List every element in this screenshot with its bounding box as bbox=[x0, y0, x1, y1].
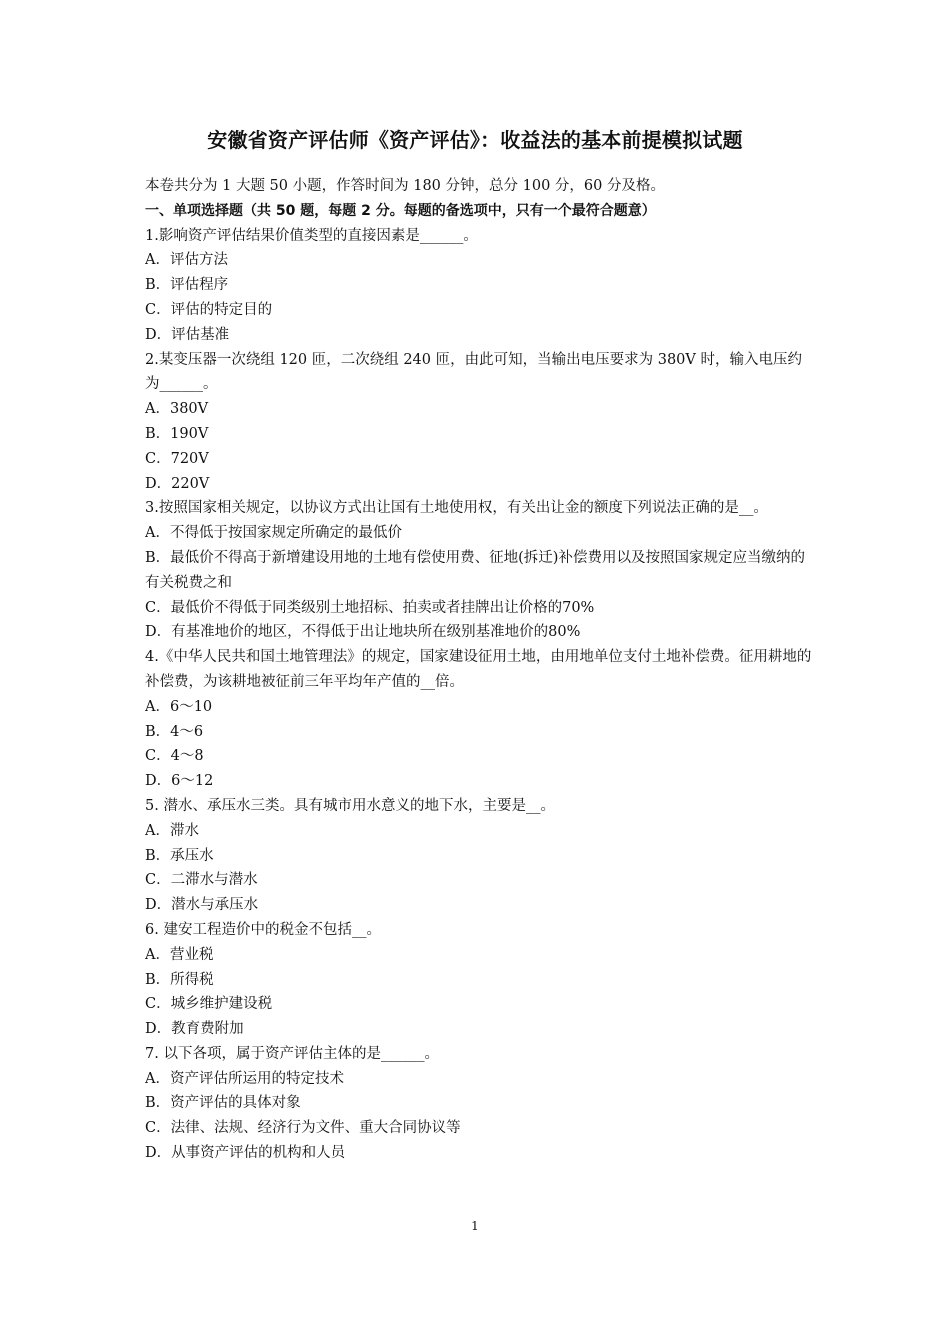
option-a: A．评估方法 bbox=[145, 252, 228, 269]
exam-intro: 本卷共分为 1 大题 50 小题，作答时间为 180 分钟，总分 100 分，60 分及格。 bbox=[145, 178, 665, 194]
question-stem: 2.某变压器一次绕组 120 匝，二次绕组 240 匝，由此可知，当输出电压要求为 380V 时，输入电压约为______。 bbox=[145, 351, 802, 393]
option-c: C．720V bbox=[145, 450, 209, 467]
option-c: C．城乡维护建设税 bbox=[145, 996, 273, 1013]
option-d: D．从事资产评估的机构和人员 bbox=[145, 1145, 346, 1162]
question-5 bbox=[145, 794, 815, 918]
option-d: D．220V bbox=[145, 475, 210, 492]
question-7 bbox=[145, 1042, 815, 1166]
question-stem: 4.《中华人民共和国土地管理法》的规定，国家建设征用土地，由用地单位支付土地补偿费。征用耕地的补偿费，为该耕地被征前三年平均年产值的__倍。 bbox=[145, 649, 812, 690]
question-2 bbox=[145, 348, 815, 497]
question-stem: 3.按照国家相关规定，以协议方式出让国有土地使用权，有关出让金的额度下列说法正确的是__。 bbox=[145, 500, 768, 517]
question-stem: 5. 潜水、承压水三类。具有城市用水意义的地下水，主要是__。 bbox=[145, 797, 555, 814]
option-c: C．最低价不得低于同类级别土地招标、拍卖或者挂牌出让价格的70% bbox=[145, 599, 595, 616]
option-c: C．法律、法规、经济行为文件、重大合同协议等 bbox=[145, 1120, 461, 1137]
question-3 bbox=[145, 496, 815, 645]
option-a: A．资产评估所运用的特定技术 bbox=[145, 1070, 344, 1087]
option-a: A．6～10 bbox=[145, 698, 213, 715]
option-d: D．有基准地价的地区，不得低于出让地块所在级别基准地价的80% bbox=[145, 624, 581, 641]
question-stem: 6. 建安工程造价中的税金不包括__。 bbox=[145, 921, 381, 938]
option-b: B．最低价不得高于新增建设用地的土地有偿使用费、征地(拆迁)补偿费用以及按照国家规定应当缴纳的有关税费之和 bbox=[145, 549, 805, 591]
option-b: B．190V bbox=[145, 425, 209, 442]
option-d: D．教育费附加 bbox=[145, 1021, 244, 1038]
option-b: B．所得税 bbox=[145, 971, 214, 988]
question-1 bbox=[145, 224, 815, 348]
option-a: A．380V bbox=[145, 401, 209, 418]
option-d: D．评估基准 bbox=[145, 326, 230, 343]
section-heading: 一、单项选择题（共 50 题，每题 2 分。每题的备选项中，只有一个最符合题意） bbox=[145, 202, 656, 219]
option-a: A．不得低于按国家规定所确定的最低价 bbox=[145, 525, 402, 542]
option-c: C．4～8 bbox=[145, 748, 204, 765]
option-a: A．营业税 bbox=[145, 946, 214, 963]
option-b: B．4～6 bbox=[145, 723, 204, 740]
option-b: B．评估程序 bbox=[145, 277, 229, 294]
option-d: D．潜水与承压水 bbox=[145, 897, 259, 914]
question-6 bbox=[145, 918, 815, 1042]
option-c: C．二滞水与潜水 bbox=[145, 872, 258, 889]
option-c: C．评估的特定目的 bbox=[145, 301, 273, 318]
option-b: B．承压水 bbox=[145, 847, 214, 864]
option-d: D．6～12 bbox=[145, 773, 214, 790]
option-b: B．资产评估的具体对象 bbox=[145, 1095, 301, 1112]
question-4 bbox=[145, 645, 815, 794]
document-content bbox=[145, 174, 815, 1166]
document-title: 安徽省资产评估师《资产评估》：收益法的基本前提模拟试题 bbox=[207, 128, 743, 152]
option-a: A．滞水 bbox=[145, 822, 199, 839]
page-number: 1 bbox=[471, 1219, 479, 1233]
question-stem: 7. 以下各项，属于资产评估主体的是______。 bbox=[145, 1045, 439, 1062]
question-stem: 1.影响资产评估结果价值类型的直接因素是______。 bbox=[145, 227, 478, 244]
